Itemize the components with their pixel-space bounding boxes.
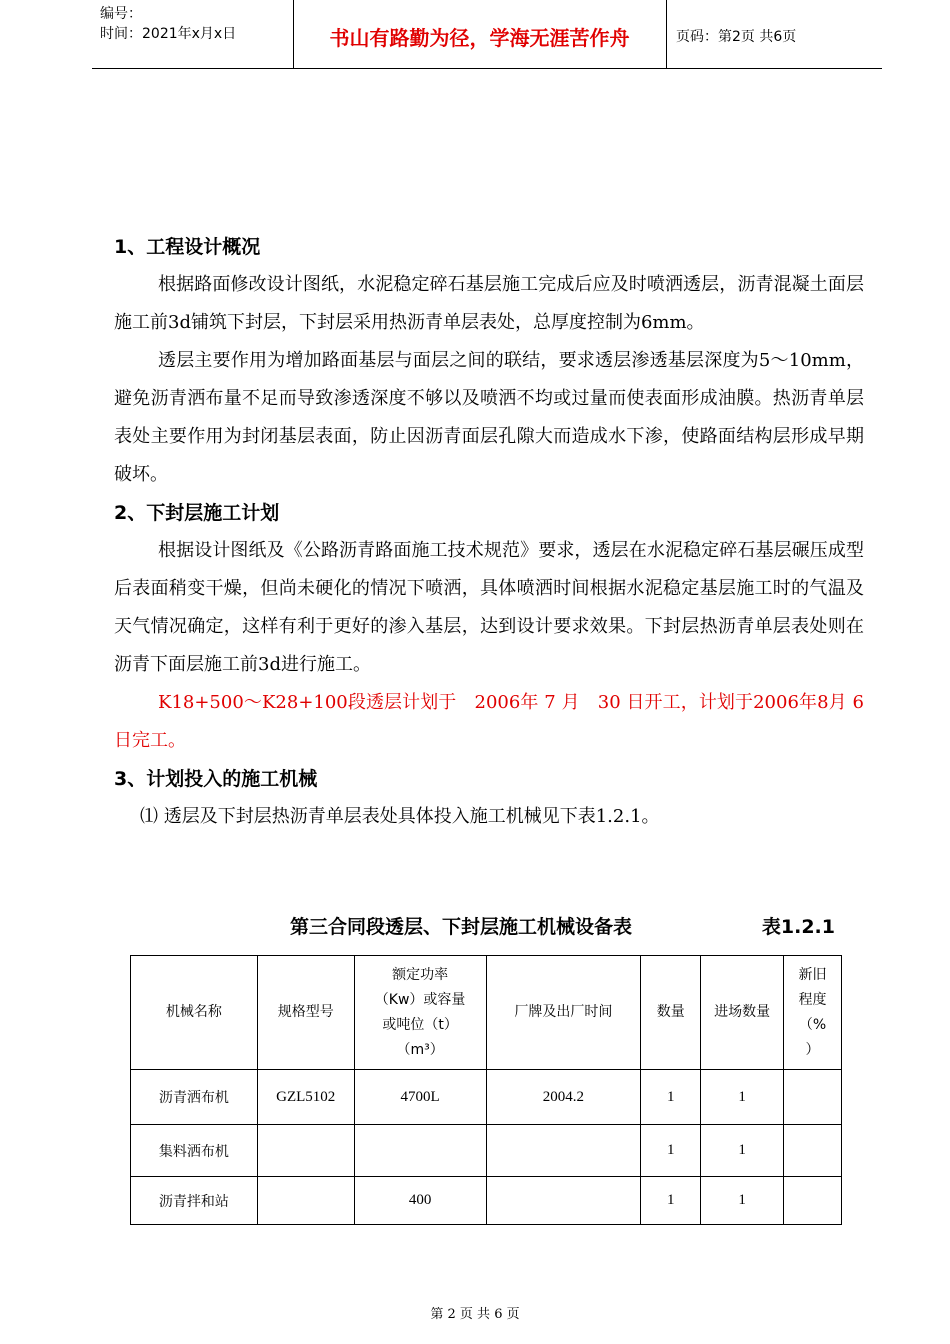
table-caption [290,912,835,939]
cell-quantity: 1 [641,1125,701,1177]
section-1-paragraph-2: 透层主要作用为增加路面基层与面层之间的联结，要求透层渗透基层深度为5～10mm，避免沥青洒布量不足而导致渗透深度不够以及喷洒不均或过量而使表面形成油膜。热沥青单层表处主要作用为封闭基层表面，防止因沥青面层孔隙大而造成水下渗，使路面结构层形成早期破坏。 [114,350,864,485]
header-condition-line: 新旧 [798,966,827,983]
header-motto: 书山有路勤为径，学海无涯苦作舟 [329,26,630,50]
section-1-title: 1、工程设计概况 [114,236,261,258]
cell-site-quantity: 1 [701,1070,784,1125]
header-divider [666,0,667,68]
header-condition-line: 程度 [798,991,827,1008]
cell-machine-name: 集料洒布机 [131,1125,258,1177]
cell-condition [784,1070,842,1125]
table-header-row [131,956,842,1070]
table-row [131,1125,842,1177]
table-title: 第三合同段透层、下封层施工机械设备表 [290,916,633,938]
section-2-title: 2、下封层施工计划 [114,502,280,524]
section-3-title: 3、计划投入的施工机械 [114,768,318,790]
header-power-line: （Kw）或容量 [374,991,466,1008]
table-row [131,1070,842,1125]
header-page-info: 页码：第2页 共6页 [676,29,797,45]
header-power [354,956,486,1070]
document-body [114,228,864,836]
equipment-table [130,955,842,1225]
page-header [92,0,882,69]
cell-model: GZL5102 [257,1070,354,1125]
cell-machine-name: 沥青洒布机 [131,1070,258,1125]
header-number-label: 编号： [100,6,142,22]
header-condition-line: （% [798,1016,827,1033]
section-2-paragraph-1: 根据设计图纸及《公路沥青路面施工技术规范》要求，透层在水泥稳定碎石基层碾压成型后表面稍变干燥，但尚未硬化的情况下喷洒，具体喷洒时间根据水泥稳定基层施工时的气温及天气情况确定，这样有利于更好的渗入基层，达到设计要求效果。下封层热沥青单层表处则在沥青下面层施工前3d进行施工。 [114,540,864,675]
cell-site-quantity: 1 [701,1125,784,1177]
cell-site-quantity: 1 [701,1177,784,1225]
cell-quantity: 1 [641,1177,701,1225]
cell-condition [784,1177,842,1225]
header-meta [100,4,236,44]
header-power-line: 额定功率 [392,966,449,983]
header-power-line: （m³） [396,1041,444,1058]
header-machine-name: 机械名称 [131,956,258,1070]
cell-quantity: 1 [641,1070,701,1125]
cell-brand-date: 2004.2 [486,1070,641,1125]
section-3-item-1: ⑴ 透层及下封层热沥青单层表处具体投入施工机械见下表1.2.1。 [140,806,660,827]
page-footer: 第 2 页 共 6 页 [430,1307,520,1322]
cell-brand-date [486,1125,641,1177]
cell-model [257,1125,354,1177]
table-row [131,1177,842,1225]
cell-brand-date [486,1177,641,1225]
header-power-line: 或吨位（t） [382,1016,458,1033]
table-number: 表1.2.1 [761,916,835,938]
header-site-quantity: 进场数量 [701,956,784,1070]
header-model: 规格型号 [257,956,354,1070]
cell-power: 400 [354,1177,486,1225]
header-quantity: 数量 [641,956,701,1070]
section-1-paragraph-1: 根据路面修改设计图纸，水泥稳定碎石基层施工完成后应及时喷洒透层，沥青混凝土面层施工前3d铺筑下封层，下封层采用热沥青单层表处，总厚度控制为6mm。 [114,274,864,333]
header-time-label: 时间：2021年x月x日 [100,26,237,42]
header-condition-line: ） [805,1041,820,1058]
header-condition [784,956,842,1070]
cell-condition [784,1125,842,1177]
cell-power: 4700L [354,1070,486,1125]
cell-machine-name: 沥青拌和站 [131,1177,258,1225]
cell-model [257,1177,354,1225]
schedule-paragraph: K18+500～K28+100段透层计划于 2006年 7 月 30 日开工，计划于2006年8月 6 日完工。 [114,692,864,751]
cell-power [354,1125,486,1177]
header-brand-date: 厂牌及出厂时间 [486,956,641,1070]
